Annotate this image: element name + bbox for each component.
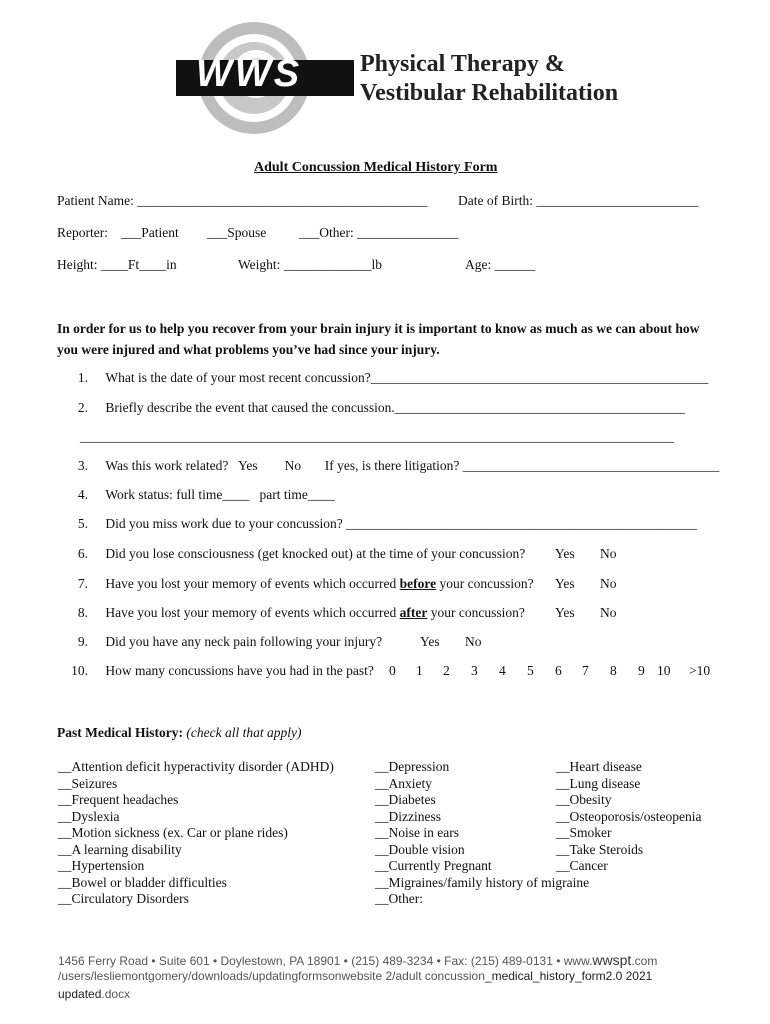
past-medical-history-heading — [57, 725, 301, 741]
history-column-1 — [58, 759, 334, 908]
footer-path-c: updated — [58, 987, 102, 1001]
age-field[interactable]: Age: ______ — [465, 257, 536, 272]
footer-website[interactable]: wwspt — [592, 952, 632, 968]
date-of-birth-field[interactable]: Date of Birth: ________________________ — [458, 193, 699, 208]
question-number: 5. — [77, 516, 88, 531]
history-item-bowel-bladder[interactable]: __Bowel or bladder difficulties — [58, 874, 227, 890]
footer-address-text: 1456 Ferry Road • Suite 601 • Doylestown, PA 18901 • (215) 489-3234 • Fax: (215) 489-0131 • www. — [58, 954, 593, 968]
history-item-depression[interactable]: __Depression — [375, 759, 450, 774]
question-text: Work status: full time____ part time____ — [105, 487, 335, 502]
question-text: Did you miss work due to your concussion? ____________________________________________________ — [105, 516, 698, 531]
history-item-smoker[interactable]: __Smoker — [556, 825, 612, 840]
blank-line: ________________________________________________________________________________________ — [80, 429, 674, 444]
question-number: 6. — [77, 546, 88, 561]
history-item-motion-sickness[interactable]: __Motion sickness (ex. Car or plane rides) — [58, 825, 288, 840]
question-8 — [60, 605, 525, 621]
concussion-count-6[interactable]: 6 — [555, 663, 562, 678]
reporter-label: Reporter: — [57, 225, 108, 240]
q8-yes-option[interactable]: Yes — [555, 605, 575, 620]
footer-file-path — [58, 968, 652, 985]
question-text: Did you lose consciousness (get knocked out) at the time of your concussion? — [105, 546, 526, 561]
concussion-count-7[interactable]: 7 — [582, 663, 589, 678]
history-item-migraines[interactable]: __Migraines/family history of migraine — [375, 874, 590, 890]
question-9 — [60, 634, 382, 650]
history-heading-label: Past Medical History: — [57, 725, 183, 740]
concussion-count-1[interactable]: 1 — [416, 663, 423, 678]
question-number: 7. — [77, 576, 88, 591]
history-item-lung-disease[interactable]: __Lung disease — [556, 775, 641, 791]
question-text: Have you lost your memory of events which occurred before your concussion? — [105, 576, 534, 591]
history-item-osteoporosis[interactable]: __Osteoporosis/osteopenia — [556, 808, 702, 824]
history-item-adhd[interactable]: __Attention deficit hyperactivity disorder (ADHD) — [58, 759, 334, 774]
q9-yes-option[interactable]: Yes — [420, 634, 440, 649]
intro-paragraph: In order for us to help you recover from your brain injury it is important to know as much as we can about how you were injured and what problems you’ve had since your injury. — [57, 321, 700, 357]
history-item-headaches[interactable]: __Frequent headaches — [58, 792, 179, 807]
history-item-hypertension[interactable]: __Hypertension — [58, 858, 145, 873]
height-field[interactable]: Height: ____Ft____in — [57, 257, 177, 272]
concussion-count-5[interactable]: 5 — [527, 663, 534, 678]
history-item-diabetes[interactable]: __Diabetes — [375, 792, 436, 807]
history-item-heart-disease[interactable]: __Heart disease — [556, 759, 642, 774]
history-item-circulatory[interactable]: __Circulatory Disorders — [58, 891, 189, 906]
q6-yes-option[interactable]: Yes — [555, 546, 575, 561]
history-item-seizures[interactable]: __Seizures — [58, 775, 118, 791]
concussion-count-more-than-10[interactable]: >10 — [689, 663, 711, 678]
history-item-noise-in-ears[interactable]: __Noise in ears — [375, 825, 459, 840]
question-1[interactable] — [60, 370, 708, 386]
reporter-patient-option[interactable]: ___Patient — [121, 225, 179, 240]
history-item-cancer[interactable]: __Cancer — [556, 858, 608, 873]
history-item-other[interactable]: __Other: — [375, 891, 423, 906]
question-7 — [60, 576, 534, 592]
concussion-count-8[interactable]: 8 — [610, 663, 617, 678]
concussion-count-3[interactable]: 3 — [471, 663, 478, 678]
history-item-steroids[interactable]: __Take Steroids — [556, 841, 644, 857]
q7-no-option[interactable]: No — [600, 576, 617, 591]
reporter-other-field[interactable]: ___Other: _______________ — [299, 225, 459, 240]
logo-mark-text: WWS — [196, 53, 303, 95]
brand-line-1: Physical Therapy & — [360, 51, 565, 77]
footer-website-suffix: .com — [631, 954, 658, 968]
question-number: 8. — [77, 605, 88, 620]
question-6 — [60, 546, 525, 562]
footer-file-path-2 — [58, 986, 130, 1003]
concussion-count-10[interactable]: 10 — [657, 663, 671, 678]
reporter-spouse-option[interactable]: ___Spouse — [207, 225, 267, 240]
question-number: 10. — [71, 663, 88, 678]
question-text: Have you lost your memory of events which occurred after your concussion? — [105, 605, 525, 620]
question-2[interactable] — [60, 400, 685, 416]
question-text: How many concussions have you had in the past? — [105, 663, 374, 678]
question-text: Was this work related? Yes No If yes, is there litigation? ______________________________________ — [105, 458, 720, 473]
brand-line-2: Vestibular Rehabilitation — [360, 80, 619, 106]
footer-path-d: .docx — [101, 987, 131, 1001]
history-item-dyslexia[interactable]: __Dyslexia — [58, 808, 120, 824]
history-item-learning-disability[interactable]: __A learning disability — [58, 841, 182, 857]
footer-path-a: /users/lesliemontgomery/downloads/updatingformsonwebsite 2/adult concussion — [58, 969, 485, 983]
question-number: 9. — [77, 634, 88, 649]
footer-path-b: _medical_history_form2.0 2021 — [484, 969, 653, 983]
form-title: Adult Concussion Medical History Form — [254, 160, 498, 175]
question-10 — [60, 663, 374, 679]
question-number: 3. — [77, 458, 88, 473]
concussion-count-0[interactable]: 0 — [389, 663, 396, 678]
question-5[interactable] — [60, 516, 697, 532]
weight-field[interactable]: Weight: _____________lb — [238, 257, 383, 272]
question-2-continuation[interactable] — [80, 429, 674, 445]
q8-no-option[interactable]: No — [600, 605, 617, 620]
history-item-dizziness[interactable]: __Dizziness — [375, 808, 441, 824]
question-4[interactable] — [60, 487, 335, 503]
q9-no-option[interactable]: No — [465, 634, 482, 649]
history-column-3 — [556, 759, 701, 875]
question-text: What is the date of your most recent concussion?__________________________________________________ — [105, 370, 709, 385]
history-hint: (check all that apply) — [186, 725, 302, 740]
question-number: 2. — [77, 400, 88, 415]
question-number: 4. — [77, 487, 88, 502]
question-number: 1. — [77, 370, 88, 385]
history-item-anxiety[interactable]: __Anxiety — [375, 775, 432, 791]
question-text: Briefly describe the event that caused the concussion.___________________________________________ — [105, 400, 686, 415]
history-item-pregnant[interactable]: __Currently Pregnant — [375, 858, 492, 873]
concussion-count-9[interactable]: 9 — [638, 663, 645, 678]
question-3[interactable] — [60, 458, 719, 474]
concussion-count-4[interactable]: 4 — [499, 663, 506, 678]
question-text: Did you have any neck pain following your injury? — [105, 634, 383, 649]
patient-name-field[interactable]: Patient Name: ___________________________________________ — [57, 193, 428, 208]
concussion-count-2[interactable]: 2 — [443, 663, 450, 678]
q6-no-option[interactable]: No — [600, 546, 617, 561]
history-item-double-vision[interactable]: __Double vision — [375, 841, 465, 857]
history-item-obesity[interactable]: __Obesity — [556, 792, 612, 807]
q7-yes-option[interactable]: Yes — [555, 576, 575, 591]
